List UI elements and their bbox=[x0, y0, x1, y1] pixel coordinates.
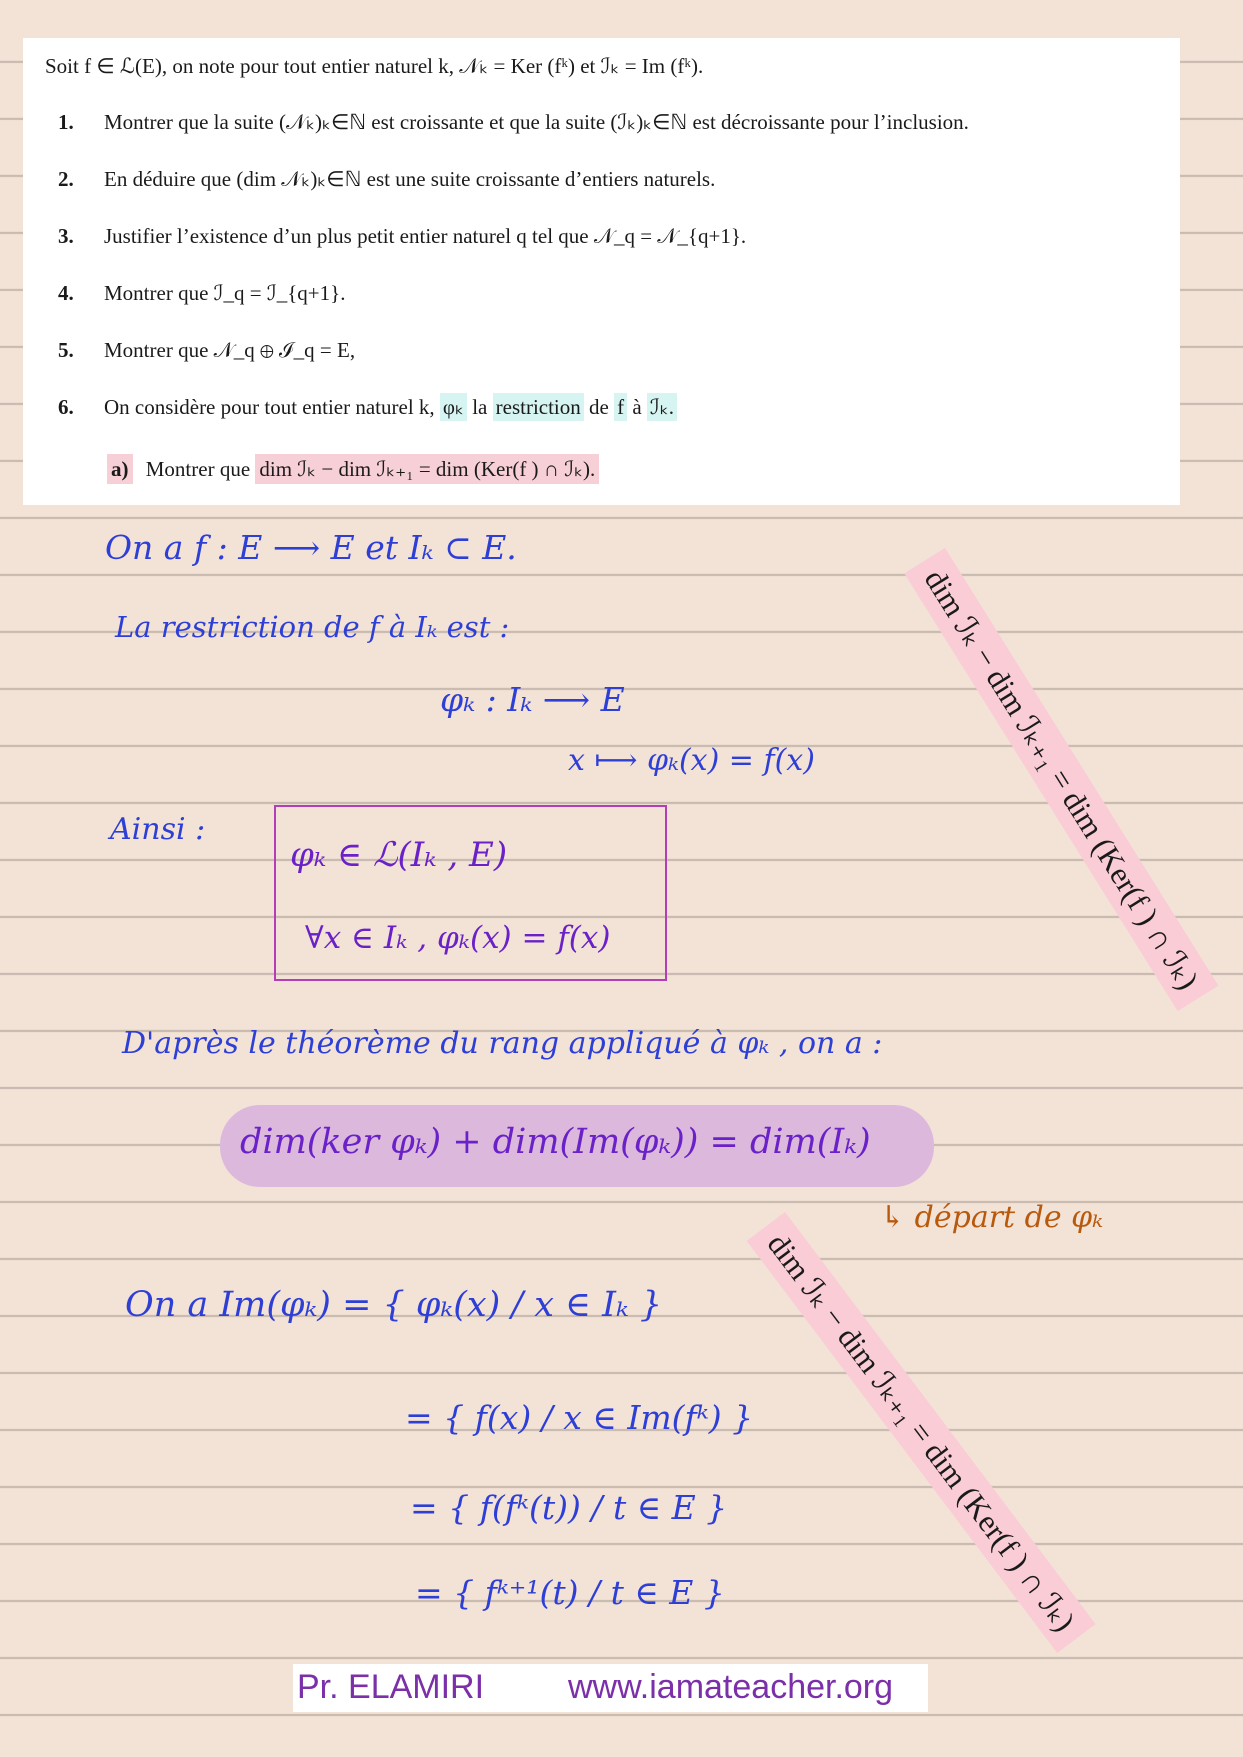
hw-ainsi: Ainsi : bbox=[110, 812, 206, 847]
q6-a: à bbox=[632, 395, 642, 419]
hw-box-line-2: ∀x ∈ Iₖ , φₖ(x) = f(x) bbox=[305, 920, 611, 956]
question-number: 3. bbox=[58, 224, 74, 248]
question-3 bbox=[58, 224, 746, 249]
website-link[interactable]: www.iamateacher.org bbox=[568, 1668, 894, 1706]
question-5 bbox=[58, 338, 355, 363]
footer-banner bbox=[293, 1664, 928, 1712]
hw-image-line-2: = { f(x) / x ∈ Im(fᵏ) } bbox=[405, 1398, 754, 1437]
hw-map-definition: φₖ : Iₖ ⟶ E bbox=[440, 680, 625, 719]
author-name: Pr. ELAMIRI bbox=[297, 1668, 485, 1706]
qa-formula-highlight: dim ℐₖ − dim ℐₖ₊₁ = dim (Ker(f ) ∩ ℐₖ). bbox=[255, 454, 599, 484]
question-2 bbox=[58, 167, 715, 192]
question-text: Justifier l’existence d’un plus petit entier naturel q tel que 𝒩_q = 𝒩_{q+1}. bbox=[104, 224, 747, 248]
question-number: 2. bbox=[58, 167, 74, 191]
phi-highlight: φₖ bbox=[440, 393, 467, 421]
q6-de: de bbox=[589, 395, 609, 419]
question-1 bbox=[58, 110, 969, 135]
hw-line-restriction: La restriction de f à Iₖ est : bbox=[115, 610, 510, 644]
problem-statement bbox=[23, 38, 1180, 505]
question-text: Montrer que 𝒩_q ⊕ ℐ_q = E, bbox=[104, 338, 356, 362]
restriction-highlight: restriction bbox=[493, 393, 584, 421]
question-number: 6. bbox=[58, 395, 74, 419]
question-number: 1. bbox=[58, 110, 74, 134]
ik-highlight: ℐₖ. bbox=[647, 393, 677, 421]
hw-depart-note: ↳ départ de φₖ bbox=[880, 1200, 1104, 1235]
hw-line-on-a: On a f : E ⟶ E et Iₖ ⊂ E. bbox=[105, 528, 517, 567]
f-highlight: f bbox=[614, 393, 627, 421]
hw-rank-formula: dim(ker φₖ) + dim(Im(φₖ)) = dim(Iₖ) bbox=[240, 1122, 871, 1162]
question-text: Montrer que ℐ_q = ℐ_{q+1}. bbox=[104, 281, 346, 305]
hw-image-line-4: = { fᵏ⁺¹(t) / t ∈ E } bbox=[415, 1573, 725, 1612]
question-6a bbox=[107, 457, 599, 482]
diagonal-formula-lower: dim ℐₖ − dim ℐₖ₊₁ = dim (Ker(f ) ∩ ℐₖ) bbox=[747, 1212, 1096, 1653]
question-text: Montrer que la suite (𝒩ₖ)ₖ∈ℕ est croissante et que la suite (ℐₖ)ₖ∈ℕ est décroissante pour l’inclusion. bbox=[104, 110, 969, 134]
hw-box-line-1: φₖ ∈ ℒ(Iₖ , E) bbox=[290, 835, 508, 875]
question-6 bbox=[58, 395, 677, 420]
q6-prefix: On considère pour tout entier naturel k, bbox=[104, 395, 435, 419]
hw-theorem-intro: D'après le théorème du rang appliqué à φₖ , on a : bbox=[122, 1026, 883, 1061]
q6-mid: la bbox=[472, 395, 488, 419]
hw-image-line-3: = { f(fᵏ(t)) / t ∈ E } bbox=[410, 1488, 728, 1527]
hw-map-rule: x ⟼ φₖ(x) = f(x) bbox=[568, 743, 815, 778]
hw-image-line-1: On a Im(φₖ) = { φₖ(x) / x ∈ Iₖ } bbox=[125, 1285, 663, 1325]
question-number: 5. bbox=[58, 338, 74, 362]
question-number: a) bbox=[107, 454, 133, 484]
question-text: En déduire que (dim 𝒩ₖ)ₖ∈ℕ est une suite croissante d’entiers naturels. bbox=[104, 167, 716, 191]
question-4 bbox=[58, 281, 345, 306]
diagonal-formula-upper: dim ℐₖ − dim ℐₖ₊₁ = dim (Ker(f ) ∩ ℐₖ) bbox=[904, 548, 1218, 1011]
question-number: 4. bbox=[58, 281, 74, 305]
problem-intro: Soit f ∈ ℒ(E), on note pour tout entier naturel k, 𝒩ₖ = Ker (fᵏ) et ℐₖ = Im (fᵏ). bbox=[45, 54, 704, 78]
qa-prefix: Montrer que bbox=[145, 457, 251, 481]
